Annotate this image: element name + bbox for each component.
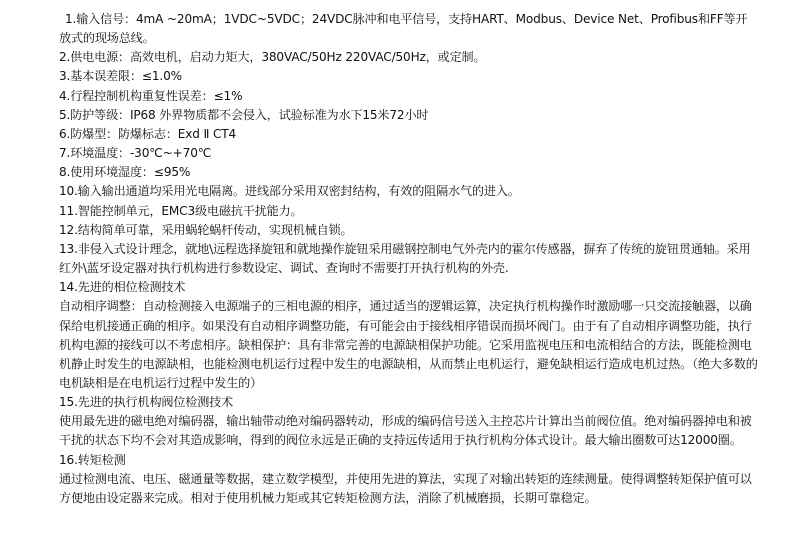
section-heading-phase-detection: 14.先进的相位检测技术	[59, 280, 186, 295]
spec-protection-level: 5.防护等级：IP68 外界物质都不会侵入，试验标准为水下15米72小时	[59, 107, 429, 122]
section-body-phase-detection: 自动相序调整：自动检测接入电源端子的三相电源的相序，通过适当的逻辑运算，决定执行机构操作时激励哪一只交流接触器，以确保给电机接通正确的相序。如果没有自动相序调整功能，有可能会由于接线相序错误而损坏阀门。由于有了自动相序调整功能，执行机构电源的接线可以不考虑相序。缺相保护：具有非常完善的电源缺相保护功能。它采用监视电压和电流相结合的方法，既能检测电机静止时发生的电源缺相，也能检测电机运行过程中发生的电源缺相，从而禁止电机运行，避免缺相运行造成电机过热。（绝大多数的电机缺相是在电机运行过程中发生的）	[59, 299, 758, 390]
section-heading-torque: 16.转矩检测	[59, 452, 126, 467]
document-body	[59, 10, 759, 508]
spec-smart-control: 11.智能控制单元，EMC3级电磁抗干扰能力。	[59, 203, 303, 218]
spec-basic-error: 3.基本误差限：≤1.0%	[59, 69, 183, 84]
section-heading-valve-position: 15.先进的执行机构阀位检测技术	[59, 395, 234, 410]
spec-structure: 12.结构简单可靠，采用蜗轮蜗杆传动，实现机械自锁。	[59, 222, 353, 237]
section-body-torque: 通过检测电流、电压、磁通量等数据，建立数学模型，并使用先进的算法，实现了对输出转矩的连续测量。使得调整转矩保护值可以方便地由设定器来完成。相对于使用机械力矩或其它转矩检测方法，消除了机械磨损，长期可靠稳定。	[59, 471, 752, 505]
section-body-valve-position: 使用最先进的磁电绝对编码器，输出轴带动绝对编码器转动，形成的编码信号送入主控芯片计算出当前阀位值。绝对编码器掉电和被干扰的状态下均不会对其造成影响，得到的阀位永远是正确的支持远传适用于执行机构分体式设计。最大输出圈数可达12000圈。	[59, 414, 752, 448]
spec-isolation: 10.输入输出通道均采用光电隔离。进线部分采用双密封结构，有效的阻隔水气的进入。	[59, 184, 520, 199]
spec-input-signal: 1.输入信号：4mA ~20mA；1VDC~5VDC；24VDC脉冲和电平信号，支持HART、Modbus、Device Net、Profibus和FF等开放式的现场总线。	[59, 12, 748, 46]
spec-explosion-proof: 6.防爆型：防爆标志：Exd Ⅱ CT4	[59, 126, 237, 141]
spec-ambient-temperature: 7.环境温度：-30℃~+70℃	[59, 146, 212, 161]
spec-ambient-humidity: 8.使用环境湿度：≤95%	[59, 165, 191, 180]
spec-power-supply: 2.供电电源：高效电机，启动力矩大，380VAC/50Hz 220VAC/50Hz，或定制。	[59, 50, 486, 65]
spec-repeatability-error: 4.行程控制机构重复性误差：≤1%	[59, 88, 243, 103]
spec-non-intrusive: 13.非侵入式设计理念，就地\远程选择旋钮和就地操作旋钮采用磁钢控制电气外壳内的霍尔传感器，摒弃了传统的旋钮贯通轴。采用红外\蓝牙设定器对执行机构进行参数设定、调试、查询时不需要打开执行机构的外壳.	[59, 241, 751, 276]
